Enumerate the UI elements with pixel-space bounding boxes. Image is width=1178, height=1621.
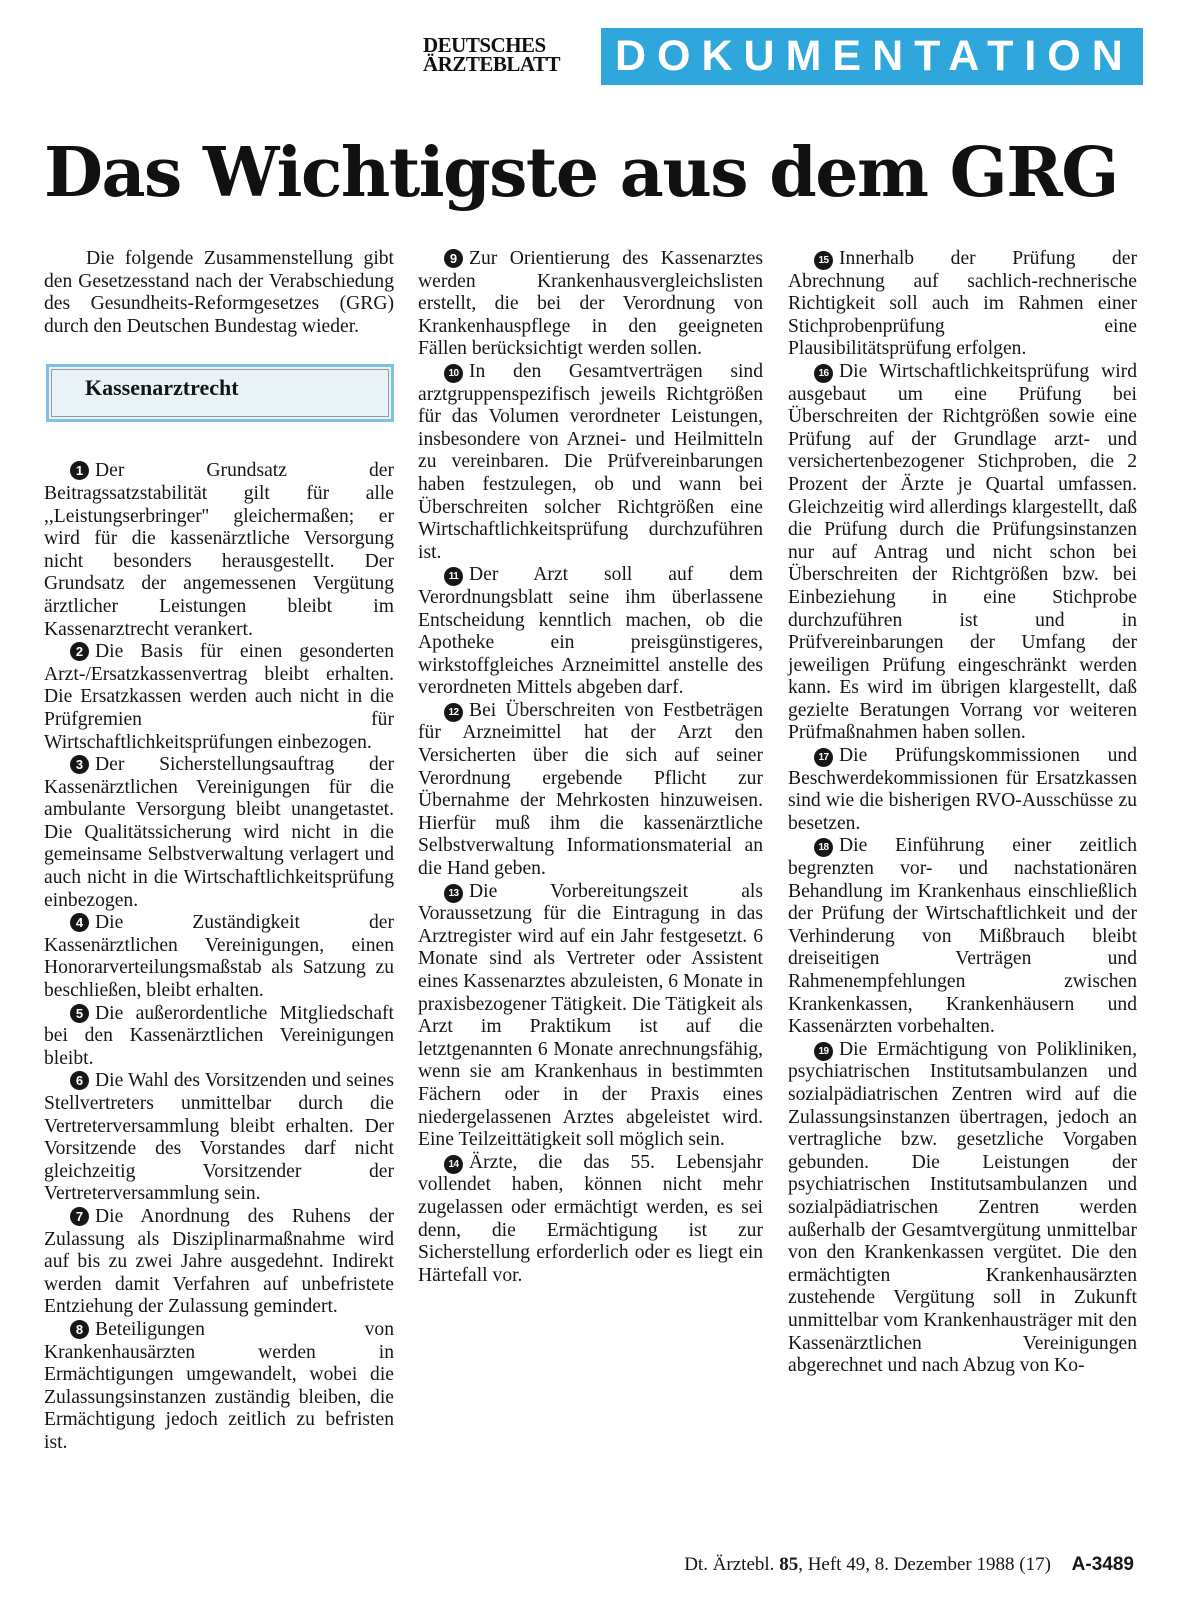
paragraph-7: 7 Die Anordnung des Ruhens der Zulassung als Disziplinarmaßnahme wird auf bis zu zwei Jahre ausgedehnt. Indirekt werden damit Verfahren auf unbefristete Entziehung der Zulassung gemindert. bbox=[44, 1205, 394, 1318]
number-badge: 2 bbox=[70, 642, 89, 661]
intro-text: Die folgende Zusammenstellung gibt den Gesetzesstand nach der Verabschiedung des Gesundheits-Reformgesetzes (GRG) durch den Deutschen Bundestag wieder. bbox=[44, 248, 394, 337]
paragraph-10: 10 In den Gesamtverträgen sind arztgruppenspezifisch jeweils Richtgrößen für das Volumen verordneter Leistungen, insbesondere von Arznei- und Heilmitteln zu vereinbaren. Die Prüfvereinbarungen haben festzulegen, ob und wann bei Überschreiten solcher Richtgrößen eine Wirtschaftlichkeitsprüfung durchzuführen ist. bbox=[418, 360, 763, 563]
column-3 bbox=[788, 248, 1137, 1378]
number-badge: 13 bbox=[444, 884, 463, 903]
number-badge: 3 bbox=[70, 755, 89, 774]
number-badge: 12 bbox=[444, 703, 463, 722]
number-badge: 7 bbox=[70, 1207, 89, 1226]
section-banner: DOKUMENTATION bbox=[601, 28, 1143, 85]
page-footer bbox=[684, 1554, 1134, 1576]
number-badge: 4 bbox=[70, 913, 89, 932]
paragraph-16: 16 Die Wirtschaftlichkeitsprüfung wird ausgebaut um eine Prüfung bei Überschreiten der Richtgrößen sowie eine Prüfung auf der Grundlage arzt- und versichertenbezogener Stichproben, die 2 Prozent der Ärzte je Quartal umfassen. Gleichzeitig wird allerdings klargestellt, daß die Prüfung durch die Prüfungsinstanzen nur auf Antrag und nicht schon bei Überschreiten der Richtgrößen bzw. bei Einbeziehung in eine Stichprobe durchzuführen ist und in Prüfvereinbarungen der Umfang der jeweiligen Prüfung eingeschränkt werden kann. Es wird im übrigen klargestellt, daß gezielte Beratungen Vorrang vor weiteren Prüfmaßnahmen haben sollen. bbox=[788, 360, 1137, 744]
journal-abbrev: Dt. Ärztebl. bbox=[684, 1554, 775, 1575]
paragraph-14: 14 Ärzte, die das 55. Lebensjahr vollendet haben, können nicht mehr zugelassen oder ermächtigt werden, es sei denn, die Ermächtigung ist zur Sicherstellung erforderlich oder es liegt ein Härtefall vor. bbox=[418, 1151, 763, 1286]
paragraph-8: 8 Beteiligungen von Krankenhausärzten werden in Ermächtigungen umgewandelt, wobei die Zulassungsinstanzen zuständig bleiben, die Ermächtigung jedoch zeitlich zu befristen ist. bbox=[44, 1318, 394, 1453]
number-badge: 1 bbox=[70, 461, 89, 480]
number-badge: 18 bbox=[814, 838, 833, 857]
issue-date: , Heft 49, 8. Dezember 1988 (17) bbox=[798, 1554, 1051, 1575]
paragraph-17: 17 Die Prüfungskommissionen und Beschwerdekommissionen für Ersatzkassen sind wie die bisherigen RVO-Ausschüsse zu besetzen. bbox=[788, 745, 1137, 834]
number-badge: 14 bbox=[444, 1155, 463, 1174]
column-2 bbox=[418, 248, 763, 1287]
paragraph-19: 19 Die Ermächtigung von Polikliniken, psychiatrischen Institutsambulanzen und sozialpädiatrischen Zentren wird auf die Zulassungsinstanzen übertragen, jedoch an vertragliche bzw. gesetzliche Vorgaben gebunden. Die Leistungen der psychiatrischen Institutsambulanzen und sozialpädiatrischen Zentren werden außerhalb der Gesamtvergütung unmittelbar von den Krankenkassen vergütet. Die den ermächtigten Krankenhausärzten zustehende Vergütung soll in Zukunft unmittelbar vom Krankenhausträger mit den Kassenärztlichen Vereinigungen abgerechnet und nach Abzug von Ko- bbox=[788, 1038, 1137, 1377]
number-badge: 5 bbox=[70, 1004, 89, 1023]
paragraph-6: 6 Die Wahl des Vorsitzenden und seines Stellvertreters unmittelbar durch die Vertreterversammlung bleibt erhalten. Der Vorsitzende des Vorstandes darf nicht gleichzeitig Vorsitzender der Vertreterversammlung sein. bbox=[44, 1070, 394, 1205]
paragraph-13: 13 Die Vorbereitungszeit als Voraussetzung für die Eintragung in das Arztregister wird auf ein Jahr festgesetzt. 6 Monate sind als Vertreter oder Assistent eines Kassenarztes abzuleisten, 6 Monate in praxisbezogener Tätigkeit. Die Tätigkeit als Arzt im Praktikum ist auf die letztgenannten 6 Monate anrechnungsfähig, wenn sie am Krankenhaus in bestimmten Fächern oder in der Praxis eines niedergelassenen Arztes abgeleistet wird. Eine Teilzeittätigkeit soll möglich sein. bbox=[418, 880, 763, 1151]
paragraph-11: 11 Der Arzt soll auf dem Verordnungsblatt seine ihm überlassene Entscheidung kenntlich machen, ob die Apotheke ein preisgünstigeres, wirkstoffgleiches Arzneimittel anstelle des verordneten Mittels abgeben darf. bbox=[418, 564, 763, 699]
paragraph-5: 5 Die außerordentliche Mitgliedschaft bei den Kassenärztlichen Vereinigungen bleibt. bbox=[44, 1002, 394, 1069]
section-heading: Kassenarztrecht bbox=[85, 375, 239, 401]
number-badge: 19 bbox=[814, 1042, 833, 1061]
section-heading-box bbox=[46, 364, 394, 422]
journal-logo: DEUTSCHES ÄRZTEBLATT bbox=[423, 33, 560, 76]
number-badge: 11 bbox=[444, 567, 463, 586]
number-badge: 16 bbox=[814, 364, 833, 383]
column-1 bbox=[44, 248, 394, 1455]
number-badge: 10 bbox=[444, 364, 463, 383]
number-badge: 9 bbox=[444, 249, 463, 268]
paragraph-3: 3 Der Sicherstellungsauftrag der Kassenärztlichen Vereinigungen für die ambulante Versorgung bleibt unangetastet. Die Qualitätssicherung wird nicht in die gemeinsame Selbstverwaltung verlagert und auch nicht in die Wirtschaftlichkeitsprüfung einbezogen. bbox=[44, 754, 394, 911]
paragraph-1: 1 Der Grundsatz der Beitragssatzstabilität gilt für alle ,,Leistungserbringer'' gleichermaßen; er wird für die kassenärztliche Versorgung nicht besonders herausgestellt. Der Grundsatz der angemessenen Vergütung ärztlicher Leistungen bleibt im Kassenarztrecht verankert. bbox=[44, 460, 394, 640]
paragraph-2: 2 Die Basis für einen gesonderten Arzt-/Ersatzkassenvertrag bleibt erhalten. Die Ersatzkassen werden auch nicht in die Prüfgremien für Wirtschaftlichkeitsprüfungen einbezogen. bbox=[44, 641, 394, 753]
page-number: A-3489 bbox=[1071, 1554, 1134, 1575]
number-badge: 6 bbox=[70, 1071, 89, 1090]
paragraph-4: 4 Die Zuständigkeit der Kassenärztlichen Vereinigungen, einen Honorarverteilungsmaßstab als Satzung zu beschließen, bleibt erhalten. bbox=[44, 912, 394, 1002]
paragraph-15: 15 Innerhalb der Prüfung der Abrechnung auf sachlich-rechnerische Richtigkeit soll auch im Rahmen einer Stichprobenprüfung eine Plausibilitätsprüfung erfolgen. bbox=[788, 248, 1137, 360]
number-badge: 8 bbox=[70, 1320, 89, 1339]
paragraph-12: 12 Bei Überschreiten von Festbeträgen für Arzneimittel hat der Arzt den Versicherten über die sich auf seiner Verordnung ergebende Pflicht zur Übernahme der Mehrkosten hinzuweisen. Hierfür muß ihm die kassenärztliche Selbstverwaltung Informationsmaterial an die Hand geben. bbox=[418, 699, 763, 880]
volume-number: 85 bbox=[779, 1554, 799, 1575]
paragraph-9: 9 Zur Orientierung des Kassenarztes werden Krankenhausvergleichslisten erstellt, die bei der Verordnung von Krankenhauspflege in den geeigneten Fällen berücksichtigt werden sollen. bbox=[418, 248, 763, 360]
number-badge: 15 bbox=[814, 251, 833, 270]
number-badge: 17 bbox=[814, 748, 833, 767]
masthead bbox=[423, 28, 1143, 85]
article-title: Das Wichtigste aus dem GRG bbox=[44, 133, 1118, 213]
paragraph-18: 18 Die Einführung einer zeitlich begrenzten vor- und nachstationären Behandlung im Krankenhaus einschließlich der Prüfung der Wirtschaftlichkeit und der Verhinderung von Mißbrauch bleibt dreiseitigen Verträgen und Rahmenempfehlungen zwischen Krankenkassen, Krankenhäusern und Kassenärzten vorbehalten. bbox=[788, 835, 1137, 1038]
